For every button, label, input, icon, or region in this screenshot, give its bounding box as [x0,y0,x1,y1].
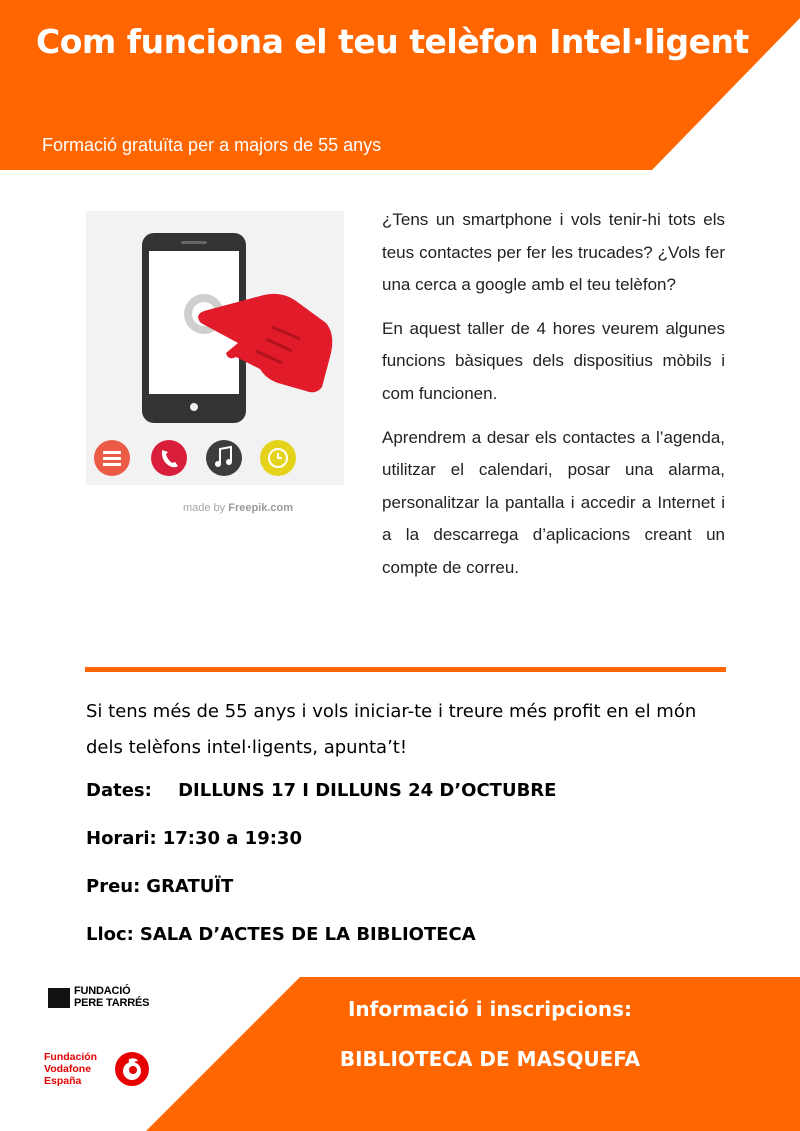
smartphone-image [86,211,344,485]
phone-icon [151,440,187,476]
price-value: GRATUÏT [146,876,234,897]
place-label: Lloc: [86,924,134,945]
time-value: 17:30 a 19:30 [162,828,302,849]
price-row [86,876,233,897]
section-divider [85,667,726,672]
smartphone-illustration [86,211,344,485]
footer-title: Informació i inscripcions: [347,997,633,1021]
image-credit-brand: Freepik.com [228,502,294,514]
image-credit [86,502,390,514]
image-credit-prefix: made by [182,502,226,514]
fve-line-2: Vodafone [44,1063,92,1075]
fve-line-1: Fundación [44,1051,98,1063]
fve-line-3: España [44,1075,82,1087]
description-paragraph-1: ¿Tens un smartphone i vols tenir-hi tots els teus contactes per fer les trucades? ¿Vols fer una cerca a google amb el teu telèfon? [382,210,725,295]
event-info [86,694,726,945]
time-row [86,828,302,849]
music-icon [206,440,242,476]
description-paragraph-3: Aprendrem a desar els contactes a l’agenda, utilitzar el calendari, posar una alarma, personalitzar la pantalla i accedir a Internet i a la descarrega d’aplicacions creant un compte de correu. [382,427,725,577]
description-paragraph-2: En aquest taller de 4 hores veurem algunes funcions bàsiques dels dispositius mòbils i com funcionen. [382,318,725,403]
place-row [86,924,476,945]
footer-banner [0,977,800,1131]
fpt-line-1: FUNDACIÓ [74,985,131,997]
place-value: SALA D’ACTES DE LA BIBLIOTECA [139,924,476,945]
header-banner [0,0,800,170]
footer-place: BIBLIOTECA DE MASQUEFA [339,1047,641,1071]
page-title: Com funciona el teu telèfon Intel·ligent [36,22,749,61]
description [382,204,725,596]
fpt-line-2: PERE TARRÉS [74,997,150,1009]
page-subtitle: Formació gratuïta per a majors de 55 anys [42,135,382,155]
dates-value: DILLUNS 17 I DILLUNS 24 D’OCTUBRE [178,780,557,801]
time-label: Horari: [86,828,157,849]
dates-label: Dates: [86,780,152,801]
dates-row [86,780,556,801]
price-label: Preu: [86,876,141,897]
invitation-text: Si tens més de 55 anys i vols iniciar-te i treure més profit en el món dels telèfons intel·ligents, apunta’t! [86,701,697,758]
